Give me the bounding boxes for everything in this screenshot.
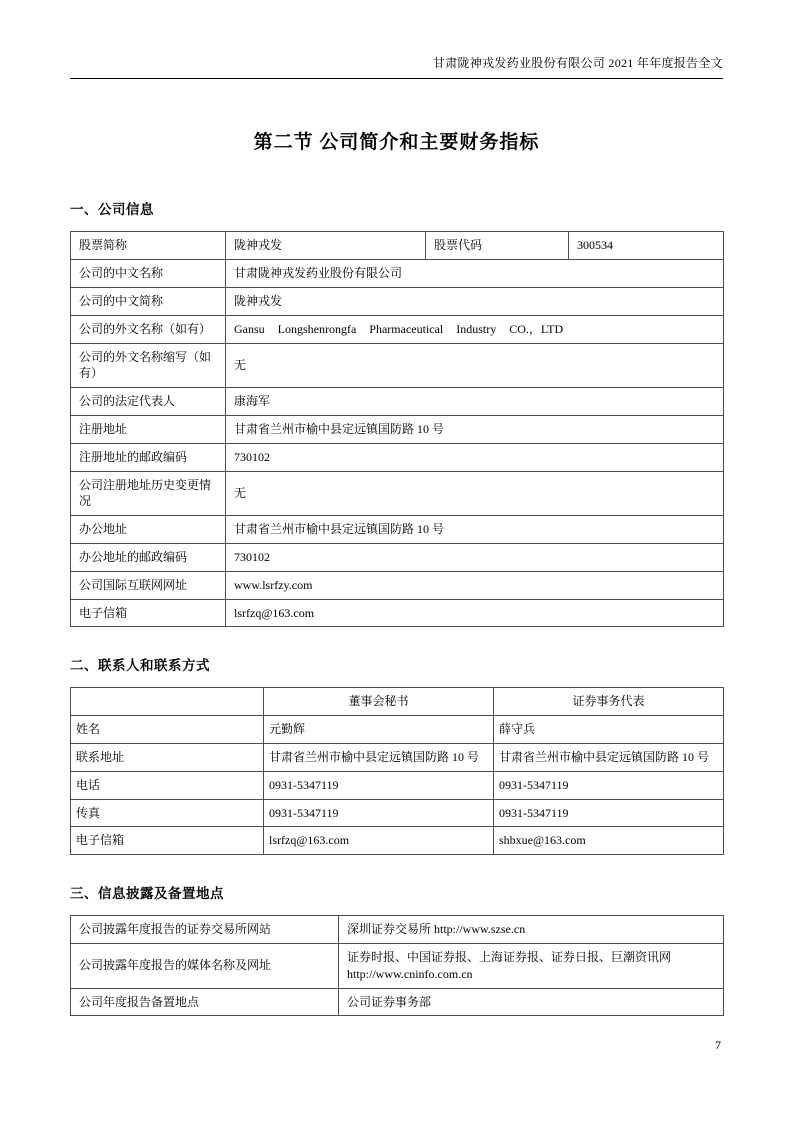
row-value: 公司证券事务部 [339, 988, 724, 1016]
row-value: 730102 [226, 443, 724, 471]
row-value: lsrfzq@163.com [226, 599, 724, 627]
table-row [71, 388, 724, 416]
row-label: 公司的外文名称（如有） [71, 315, 226, 343]
table-row [71, 415, 724, 443]
row-label: 联系地址 [71, 743, 264, 771]
row-label: 公司的外文名称缩写（如有） [71, 343, 226, 388]
disclosure-table [70, 915, 724, 1016]
row-label: 电话 [71, 771, 264, 799]
row-label [71, 688, 264, 716]
row-value: 康海军 [226, 388, 724, 416]
section-heading-company-info: 一、公司信息 [70, 202, 154, 218]
table-row [71, 743, 724, 771]
table-row [71, 571, 724, 599]
row-value: 300534 [569, 232, 724, 260]
table-row [71, 543, 724, 571]
row-label: 公司国际互联网网址 [71, 571, 226, 599]
page-number: 7 [715, 1038, 721, 1052]
company-info-table [70, 231, 724, 627]
row-value: 无 [226, 343, 724, 388]
table-row [71, 771, 724, 799]
row-value: lsrfzq@163.com [264, 827, 494, 855]
row-label: 公司年度报告备置地点 [71, 988, 339, 1016]
table-row [71, 343, 724, 388]
row-label: 公司的中文名称 [71, 260, 226, 288]
table-row [71, 716, 724, 744]
column-header-representative: 证券事务代表 [494, 688, 724, 716]
table-row [71, 688, 724, 716]
row-value: 0931-5347119 [494, 799, 724, 827]
row-value: 甘肃省兰州市榆中县定远镇国防路 10 号 [264, 743, 494, 771]
row-value: 甘肃省兰州市榆中县定远镇国防路 10 号 [226, 415, 724, 443]
table-row [71, 315, 724, 343]
table-row [71, 827, 724, 855]
table-row [71, 443, 724, 471]
contacts-table [70, 687, 724, 855]
row-label: 办公地址的邮政编码 [71, 543, 226, 571]
row-value: 甘肃省兰州市榆中县定远镇国防路 10 号 [226, 516, 724, 544]
table-row [71, 516, 724, 544]
row-value: Gansu Longshenrongfa Pharmaceutical Industry CO.，LTD [226, 315, 724, 343]
row-value: 元勤辉 [264, 716, 494, 744]
media-names-line: 证券时报、中国证券报、上海证券报、证券日报、巨潮资讯网 [347, 949, 672, 964]
row-label: 公司的法定代表人 [71, 388, 226, 416]
table-row [71, 471, 724, 516]
row-label: 电子信箱 [71, 827, 264, 855]
row-value: 甘肃陇神戎发药业股份有限公司 [226, 260, 724, 288]
row-label: 股票代码 [426, 232, 569, 260]
report-header [70, 56, 723, 79]
row-label: 传真 [71, 799, 264, 827]
table-row [71, 260, 724, 288]
table-row [71, 943, 724, 988]
table-row [71, 599, 724, 627]
section-heading-contacts: 二、联系人和联系方式 [70, 658, 210, 674]
table-row [71, 988, 724, 1016]
table-row [71, 232, 724, 260]
row-label: 公司的中文简称 [71, 287, 226, 315]
row-value: 陇神戎发 [226, 232, 426, 260]
media-url-line: http://www.cninfo.com.cn [347, 966, 473, 981]
page-title: 第二节 公司简介和主要财务指标 [253, 132, 540, 154]
row-value: www.lsrfzy.com [226, 571, 724, 599]
column-header-secretary: 董事会秘书 [264, 688, 494, 716]
row-label: 股票简称 [71, 232, 226, 260]
row-value: 甘肃省兰州市榆中县定远镇国防路 10 号 [494, 743, 724, 771]
row-value: 薛守兵 [494, 716, 724, 744]
table-row [71, 799, 724, 827]
section-heading-disclosure: 三、信息披露及备置地点 [70, 886, 224, 902]
row-value: 无 [226, 471, 724, 516]
row-value: 0931-5347119 [494, 771, 724, 799]
row-label: 注册地址的邮政编码 [71, 443, 226, 471]
row-value: 0931-5347119 [264, 771, 494, 799]
row-value: 陇神戎发 [226, 287, 724, 315]
row-label: 姓名 [71, 716, 264, 744]
row-label: 电子信箱 [71, 599, 226, 627]
row-label: 公司披露年度报告的媒体名称及网址 [71, 943, 339, 988]
row-label: 公司注册地址历史变更情况 [71, 471, 226, 516]
row-label: 办公地址 [71, 516, 226, 544]
row-value: 0931-5347119 [264, 799, 494, 827]
row-value: 深圳证券交易所 http://www.szse.cn [339, 916, 724, 944]
table-row [71, 287, 724, 315]
row-label: 注册地址 [71, 415, 226, 443]
table-row [71, 916, 724, 944]
row-label: 公司披露年度报告的证券交易所网站 [71, 916, 339, 944]
row-value [339, 943, 724, 988]
row-value: shbxue@163.com [494, 827, 724, 855]
row-value: 730102 [226, 543, 724, 571]
report-header-text: 甘肃陇神戎发药业股份有限公司 2021 年年度报告全文 [432, 56, 723, 70]
